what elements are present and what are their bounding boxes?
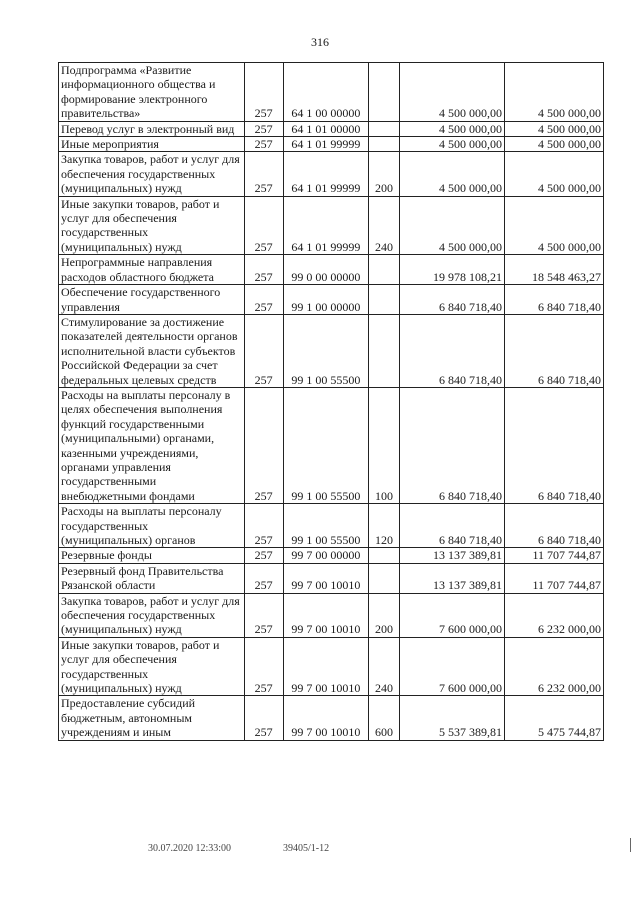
row-amount-2: 4 500 000,00 xyxy=(504,137,603,152)
row-target-article: 99 1 00 55500 xyxy=(283,504,369,548)
row-amount-2: 4 500 000,00 xyxy=(504,121,603,136)
row-target-article: 99 1 00 55500 xyxy=(283,387,369,503)
table-row xyxy=(59,696,604,740)
row-amount-1: 6 840 718,40 xyxy=(399,504,504,548)
table-row xyxy=(59,593,604,637)
row-amount-1: 4 500 000,00 xyxy=(399,137,504,152)
row-name: Закупка товаров, работ и услуг для обеспечения государственных (муниципальных) нужд xyxy=(59,152,245,196)
row-code: 257 xyxy=(244,152,283,196)
row-amount-1: 4 500 000,00 xyxy=(399,152,504,196)
row-target-article: 99 0 00 00000 xyxy=(283,255,369,285)
row-amount-1: 4 500 000,00 xyxy=(399,121,504,136)
row-amount-1: 5 537 389,81 xyxy=(399,696,504,740)
row-code: 257 xyxy=(244,504,283,548)
row-code: 257 xyxy=(244,137,283,152)
row-expense-type: 240 xyxy=(369,637,400,696)
row-code: 257 xyxy=(244,314,283,387)
row-expense-type: 200 xyxy=(369,152,400,196)
row-code: 257 xyxy=(244,563,283,593)
row-name: Закупка товаров, работ и услуг для обеспечения государственных (муниципальных) нужд xyxy=(59,593,245,637)
row-amount-1: 6 840 718,40 xyxy=(399,387,504,503)
row-target-article: 99 7 00 10010 xyxy=(283,696,369,740)
budget-table xyxy=(58,62,604,741)
row-expense-type xyxy=(369,137,400,152)
row-expense-type xyxy=(369,121,400,136)
row-amount-1: 13 137 389,81 xyxy=(399,563,504,593)
row-target-article: 99 7 00 10010 xyxy=(283,637,369,696)
row-code: 257 xyxy=(244,255,283,285)
row-amount-2: 11 707 744,87 xyxy=(504,563,603,593)
table-row xyxy=(59,121,604,136)
row-expense-type xyxy=(369,548,400,563)
row-amount-2: 6 232 000,00 xyxy=(504,593,603,637)
row-code: 257 xyxy=(244,637,283,696)
table-row xyxy=(59,387,604,503)
row-amount-2: 6 840 718,40 xyxy=(504,314,603,387)
row-amount-1: 13 137 389,81 xyxy=(399,548,504,563)
row-code: 257 xyxy=(244,593,283,637)
row-expense-type xyxy=(369,314,400,387)
row-code: 257 xyxy=(244,387,283,503)
row-name: Резервный фонд Правительства Рязанской области xyxy=(59,563,245,593)
row-target-article: 99 7 00 10010 xyxy=(283,593,369,637)
row-code: 257 xyxy=(244,121,283,136)
row-name: Обеспечение государственного управления xyxy=(59,285,245,315)
scan-edge-mark xyxy=(630,838,631,852)
table-row xyxy=(59,137,604,152)
row-amount-1: 7 600 000,00 xyxy=(399,593,504,637)
row-amount-1: 19 978 108,21 xyxy=(399,255,504,285)
row-name: Стимулирование за достижение показателей деятельности органов исполнительной власти субъектов Российской Федерации за счет федеральных целевых средств xyxy=(59,314,245,387)
row-target-article: 64 1 01 99999 xyxy=(283,137,369,152)
row-name: Иные закупки товаров, работ и услуг для обеспечения государственных (муниципальных) нужд xyxy=(59,637,245,696)
row-name: Перевод услуг в электронный вид xyxy=(59,121,245,136)
table-row xyxy=(59,285,604,315)
row-amount-2: 6 840 718,40 xyxy=(504,387,603,503)
row-expense-type: 200 xyxy=(369,593,400,637)
row-code: 257 xyxy=(244,285,283,315)
table-row xyxy=(59,196,604,255)
row-expense-type: 120 xyxy=(369,504,400,548)
row-amount-2: 6 840 718,40 xyxy=(504,504,603,548)
row-amount-2: 4 500 000,00 xyxy=(504,152,603,196)
row-target-article: 99 1 00 55500 xyxy=(283,314,369,387)
row-expense-type xyxy=(369,63,400,122)
row-name: Расходы на выплаты персоналу государственных (муниципальных) органов xyxy=(59,504,245,548)
row-expense-type: 600 xyxy=(369,696,400,740)
row-amount-2: 4 500 000,00 xyxy=(504,63,603,122)
row-target-article: 64 1 00 00000 xyxy=(283,63,369,122)
row-expense-type xyxy=(369,563,400,593)
row-name: Подпрограмма «Развитие информационного общества и формирование электронного правительства» xyxy=(59,63,245,122)
row-amount-1: 6 840 718,40 xyxy=(399,285,504,315)
table-row xyxy=(59,637,604,696)
footer-timestamp: 30.07.2020 12:33:00 xyxy=(148,843,232,854)
row-expense-type: 240 xyxy=(369,196,400,255)
row-target-article: 64 1 01 00000 xyxy=(283,121,369,136)
row-code: 257 xyxy=(244,548,283,563)
row-amount-2: 6 232 000,00 xyxy=(504,637,603,696)
row-code: 257 xyxy=(244,196,283,255)
row-name: Предоставление субсидий бюджетным, автономным учреждениям и иным xyxy=(59,696,245,740)
row-code: 257 xyxy=(244,696,283,740)
row-name: Иные закупки товаров, работ и услуг для обеспечения государственных (муниципальных) нужд xyxy=(59,196,245,255)
row-amount-2: 4 500 000,00 xyxy=(504,196,603,255)
row-target-article: 99 1 00 00000 xyxy=(283,285,369,315)
row-name: Расходы на выплаты персоналу в целях обеспечения выполнения функций государственными (муниципальными) органами, казенными учреждениями, органами управления государственными внебюджетными фондами xyxy=(59,387,245,503)
row-amount-1: 4 500 000,00 xyxy=(399,196,504,255)
row-name: Резервные фонды xyxy=(59,548,245,563)
table-row xyxy=(59,548,604,563)
row-amount-2: 6 840 718,40 xyxy=(504,285,603,315)
table-row xyxy=(59,63,604,122)
row-name: Непрограммные направления расходов областного бюджета xyxy=(59,255,245,285)
row-amount-1: 4 500 000,00 xyxy=(399,63,504,122)
table-row xyxy=(59,314,604,387)
row-amount-1: 7 600 000,00 xyxy=(399,637,504,696)
page-number: 316 xyxy=(311,35,329,49)
table-row xyxy=(59,152,604,196)
row-target-article: 64 1 01 99999 xyxy=(283,196,369,255)
row-amount-2: 5 475 744,87 xyxy=(504,696,603,740)
row-amount-1: 6 840 718,40 xyxy=(399,314,504,387)
table-row xyxy=(59,255,604,285)
footer-doc-number: 39405/1-12 xyxy=(283,843,330,854)
table-row xyxy=(59,504,604,548)
row-expense-type xyxy=(369,255,400,285)
row-expense-type: 100 xyxy=(369,387,400,503)
row-name: Иные мероприятия xyxy=(59,137,245,152)
row-expense-type xyxy=(369,285,400,315)
row-amount-2: 18 548 463,27 xyxy=(504,255,603,285)
table-row xyxy=(59,563,604,593)
row-code: 257 xyxy=(244,63,283,122)
row-target-article: 99 7 00 00000 xyxy=(283,548,369,563)
row-amount-2: 11 707 744,87 xyxy=(504,548,603,563)
row-target-article: 64 1 01 99999 xyxy=(283,152,369,196)
row-target-article: 99 7 00 10010 xyxy=(283,563,369,593)
